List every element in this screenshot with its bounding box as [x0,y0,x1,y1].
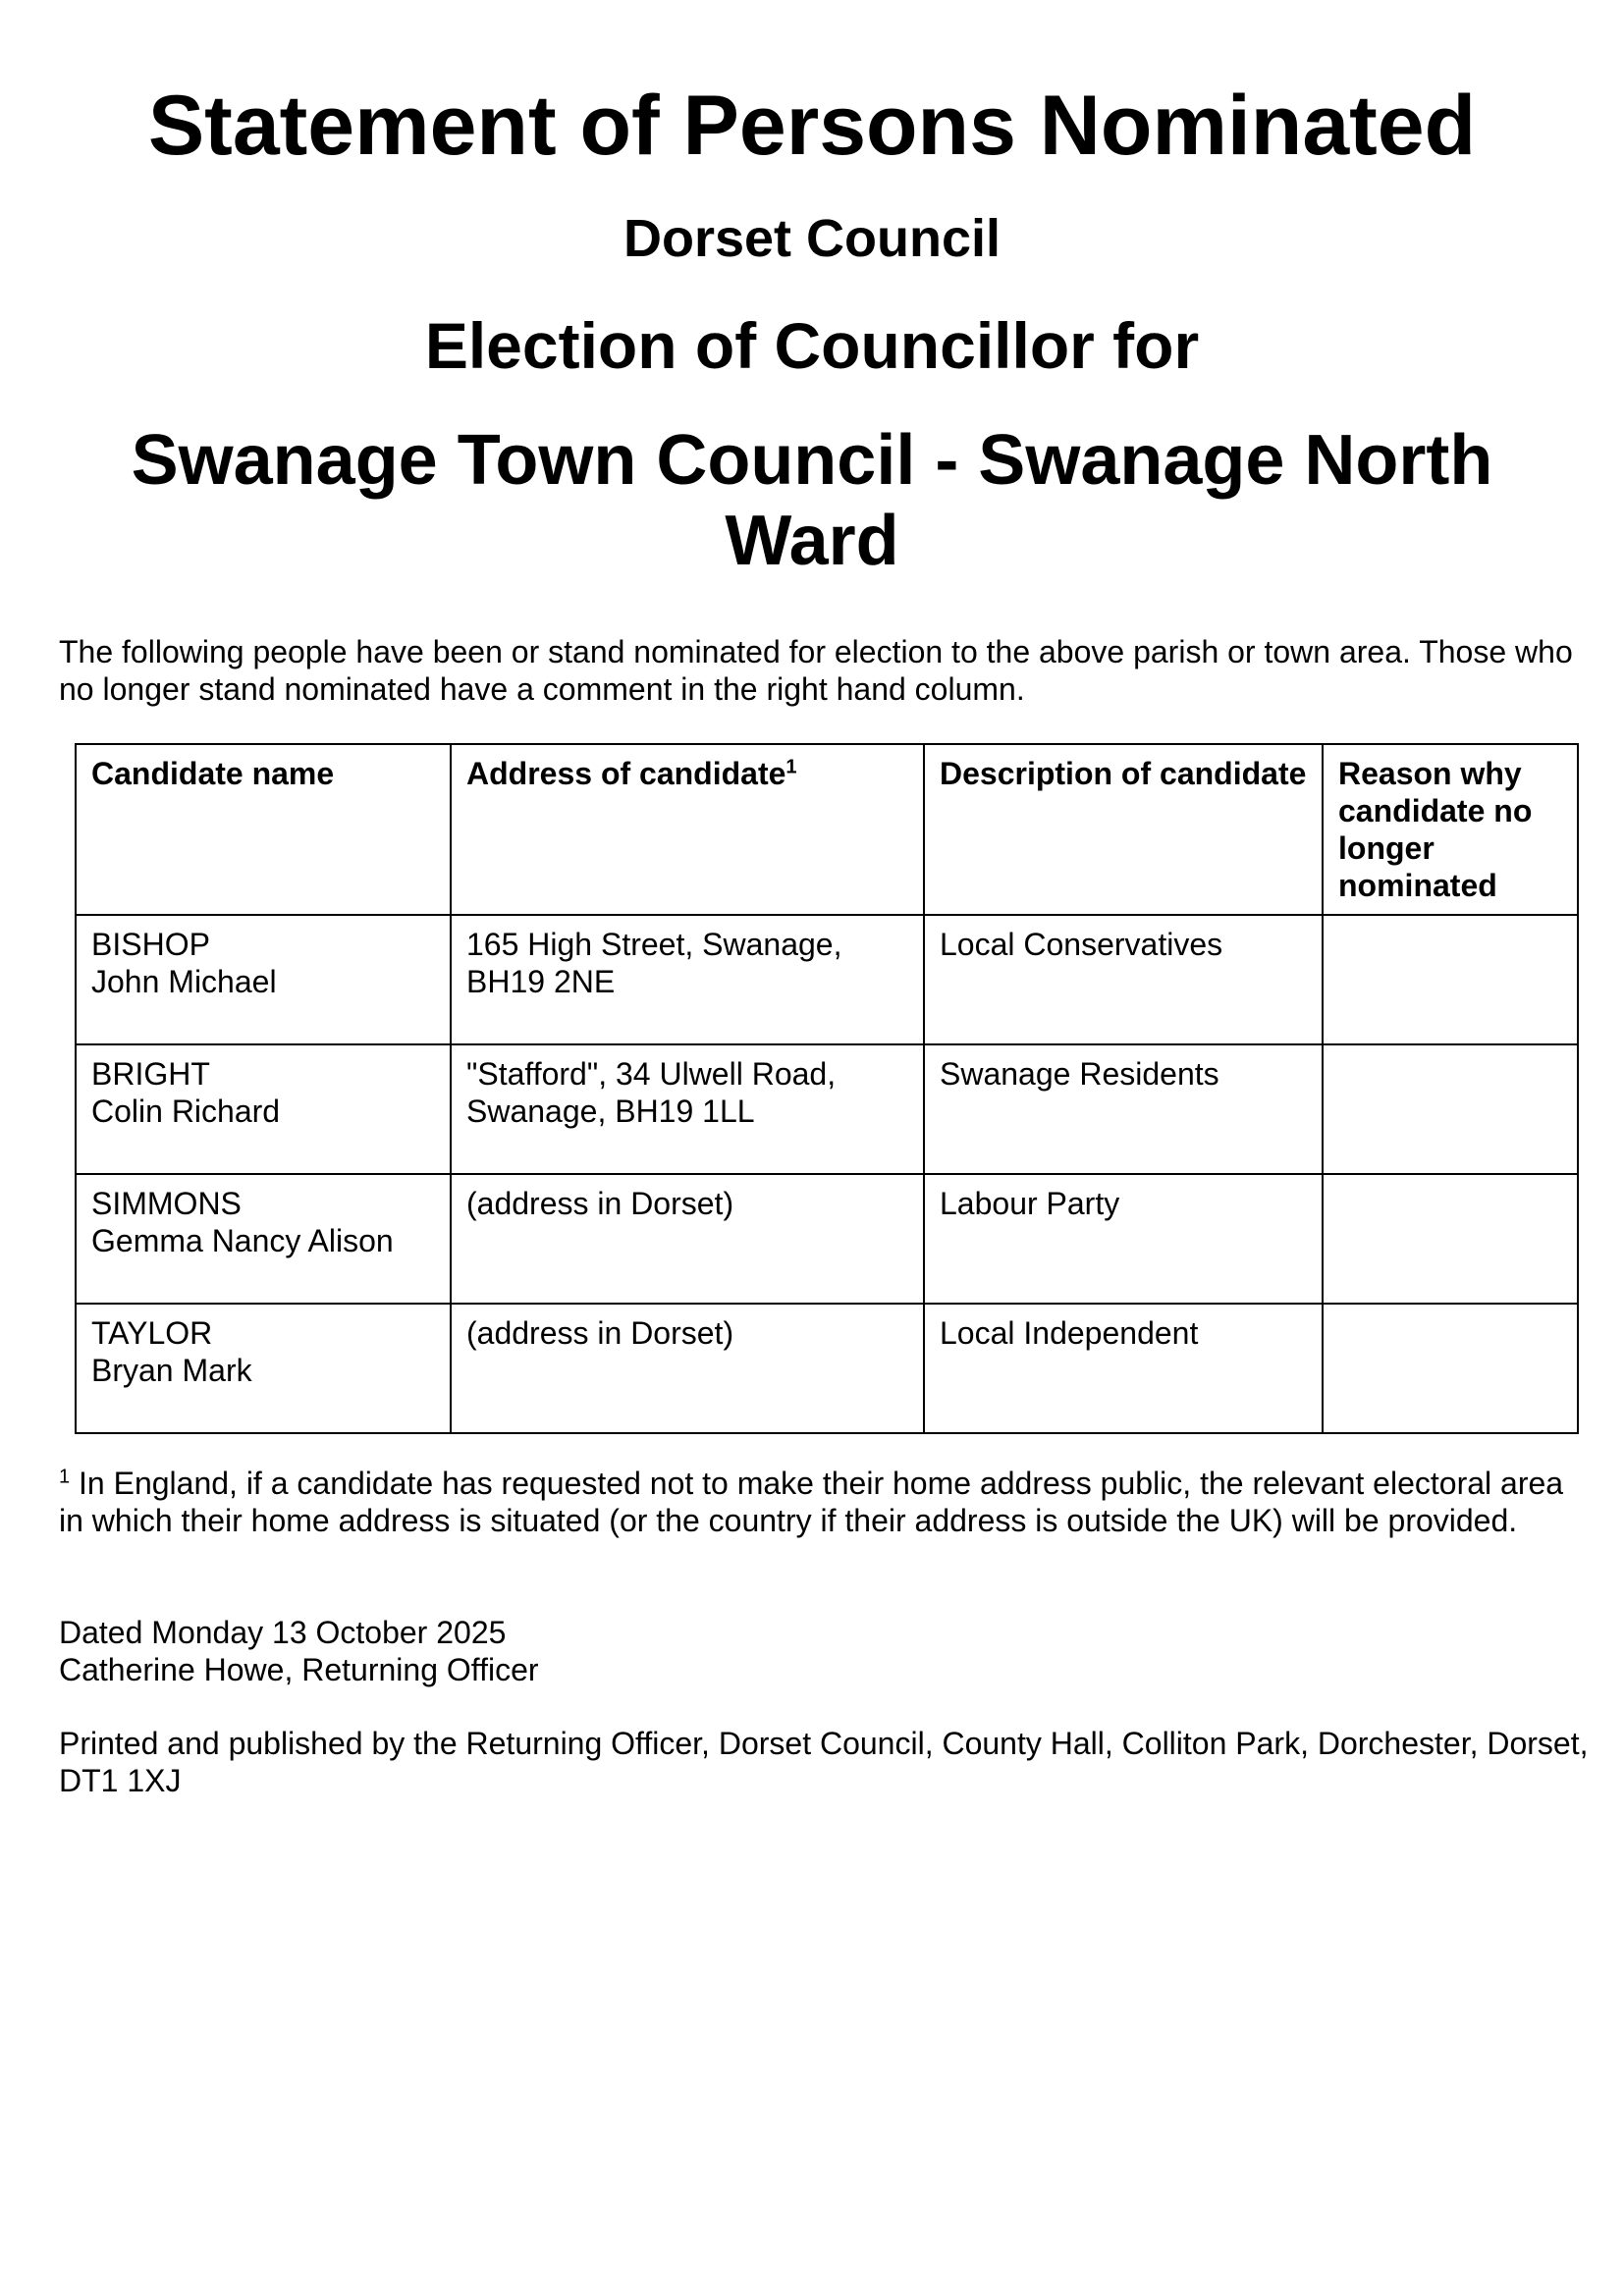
table-row [76,915,1578,1044]
address-footnote [59,1465,1591,1539]
candidate-surname: TAYLOR [91,1315,213,1351]
footnote-marker: 1 [59,1466,71,1488]
signature-block [59,1614,1591,1688]
candidates-table [75,743,1579,1434]
footnote-text: In England, if a candidate has requested not to make their home address public, the relevant electoral area in which their home address is situated (or the country if their address is outside the UK) will be provided. [59,1466,1564,1538]
intro-text: The following people have been or stand nominated for election to the above parish or town area. Those who no longer stand nominated have a comment in the right hand column. [59,634,1573,707]
header-description: Description of candidate [924,744,1323,915]
table-row [76,1304,1578,1433]
imprint: Printed and published by the Returning Officer, Dorset Council, County Hall, Colliton Park, Dorchester, Dorset, DT1 1XJ [59,1726,1589,1798]
candidate-forenames: Bryan Mark [91,1353,252,1388]
election-heading: Election of Councillor for [424,309,1200,382]
candidate-address: "Stafford", 34 Ulwell Road, Swanage, BH19 1LL [451,1044,924,1174]
ward-name: Swanage Town Council - Swanage North Ward [131,421,1493,580]
candidate-surname: SIMMONS [91,1186,242,1221]
footnote-ref: 1 [785,756,797,778]
candidate-name-cell [76,915,451,1044]
candidate-reason [1323,1304,1578,1433]
candidate-description: Local Independent [924,1304,1323,1433]
table-header-row [76,744,1578,915]
header-address: Address of candidate$^1$ [451,744,924,915]
candidate-address: (address in Dorset) [451,1304,924,1433]
candidate-name-cell [76,1044,451,1174]
date-line: Dated Monday 13 October 2025 [59,1615,507,1650]
candidate-description: Local Conservatives [924,915,1323,1044]
candidate-reason [1323,1044,1578,1174]
candidate-reason [1323,915,1578,1044]
header-reason: Reason why candidate no longer nominated [1323,744,1578,915]
candidate-address: 165 High Street, Swanage, BH19 2NE [451,915,924,1044]
candidate-description: Labour Party [924,1174,1323,1304]
candidate-name-cell [76,1174,451,1304]
candidate-forenames: Gemma Nancy Alison [91,1223,394,1258]
candidate-forenames: John Michael [91,964,277,999]
candidate-forenames: Colin Richard [91,1094,281,1129]
table-row [76,1174,1578,1304]
candidate-reason [1323,1174,1578,1304]
candidate-surname: BISHOP [91,927,210,962]
header-candidate-name: Candidate name [76,744,451,915]
candidate-name-cell [76,1304,451,1433]
candidate-description: Swanage Residents [924,1044,1323,1174]
council-name: Dorset Council [623,209,1001,268]
returning-officer: Catherine Howe, Returning Officer [59,1652,539,1687]
page-title: Statement of Persons Nominated [147,79,1477,173]
candidate-address: (address in Dorset) [451,1174,924,1304]
candidate-surname: BRIGHT [91,1056,210,1092]
table-row [76,1044,1578,1174]
